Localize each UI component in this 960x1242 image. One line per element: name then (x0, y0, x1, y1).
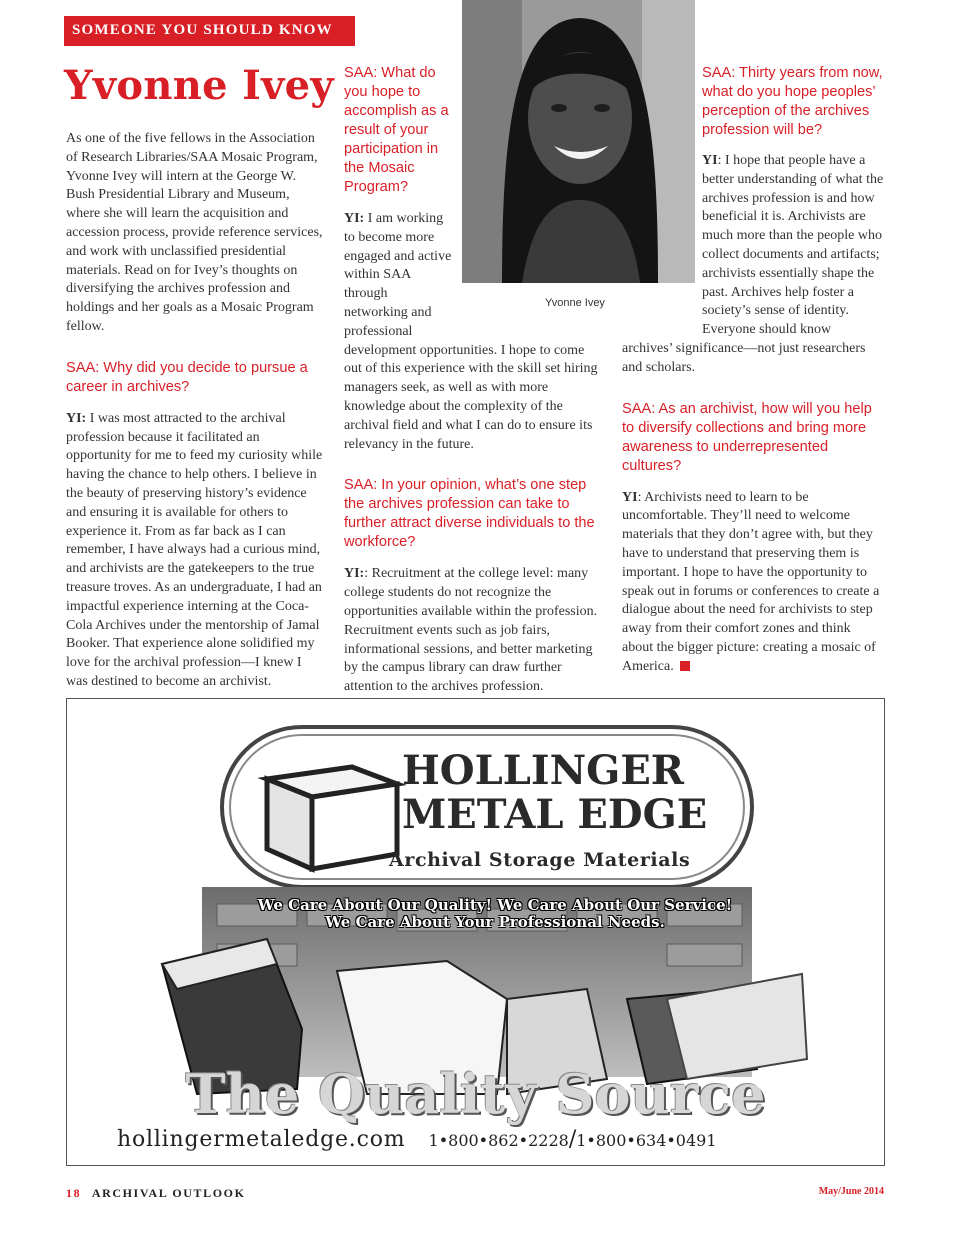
ad-phone-2: 1•800•634•0491 (576, 1131, 717, 1150)
answer-prefix: YI: (344, 566, 365, 582)
hollinger-advertisement[interactable] (66, 698, 885, 1166)
column-3-upper (702, 64, 884, 140)
answer-text: I was most attracted to the archival profession because it facilitated an opportunity for me to feed my curiosity while having the chance to help others. I believe in the beauty of preserving history’s evidence and ensuring it is available for others to experience it. From as far back as I can remember, I have always had a curious mind, and archivists are the gatekeepers to the true treasure troves. As an undergraduate, I had an impactful experience interning at the Coca-Cola Archives under the mentorship of Jamal Booker. That experience alone solidified my love for the archival profession—I knew I was destined to become an archivist. (66, 410, 323, 689)
photo-caption: Yvonne Ivey (545, 297, 605, 309)
ad-headline: The Quality Source (185, 1062, 766, 1126)
end-of-article-mark (680, 661, 690, 671)
column-3 (622, 152, 884, 677)
answer-text: : Archivists need to learn to be uncomfortable. They’ll need to welcome materials that they don’t agree with, but they have to understand that preserving them is important. I hope to have the opportunity to speak out in forums or conferences to create a dialogue about the need for archivists to step away from their comfort zones and think about the bigger picture: creating a mosaic of America. (622, 489, 880, 674)
answer-1 (66, 410, 326, 692)
slogan-line-2: We Care About Your Professional Needs. (325, 913, 665, 931)
photo-wrap-spacer (622, 152, 702, 336)
answer-text: : I hope that people have a better understanding of what the archives profession is and how beneficial it is. Archivists are much more than the people who collect documents and artifacts; archivists essentially shape the past. Archives help foster a society’s sense of identity. Everyone should know archives’ significance—not just researchers and scholars. (622, 153, 884, 375)
brand-line-1: HOLLINGER (402, 747, 685, 794)
article-title: Yvonne Ivey (64, 62, 334, 109)
answer-prefix: YI: (66, 410, 87, 426)
answer-5 (622, 489, 884, 677)
question-1: SAA: Why did you decide to pursue a career in archives? (66, 359, 308, 395)
issue-date: May/June 2014 (818, 1186, 884, 1197)
question-4: SAA: Thirty years from now, what do you hope peoples’ perception of the archives profession will be? (702, 65, 883, 138)
ad-contact (117, 1127, 717, 1152)
section-label: SOMEONE YOU SHOULD KNOW (72, 22, 333, 38)
answer-text: : Recruitment at the college level: many college students do not recognize the opportunities available within the profession. Recruitment events such as job fairs, informational sessions, and better marketing by the campus library can draw further attention to the archives profession. (344, 566, 598, 695)
ad-phone-1: 1•800•862•2228 (428, 1131, 569, 1150)
ad-slogan (235, 897, 755, 931)
answer-text: I am working to become more engaged and active within SAA through networking and professional development opportunities. I hope to come out of this experience with the skill set hiring managers seek, as well as with more knowledge about the complexity of the archival field and what I can do to ensure its relevancy in the future. (344, 211, 598, 452)
brand-name (402, 749, 707, 837)
ad-phone-separator: / (568, 1127, 577, 1152)
section-banner (64, 16, 355, 46)
intro-paragraph: As one of the five fellows in the Association of Research Libraries/SAA Mosaic Program, Yvonne Ivey will intern at the George W. Bush Presidential Library and Museum, where she will learn the acquisition and accession process, provide reference services, and work with unclassified presidential materials. Read on for Ivey’s thoughts on diversifying the archives profession and holdings and her goals as a Mosaic Program fellow. (66, 131, 323, 334)
page-footer-left (66, 1186, 246, 1201)
brand-tagline: Archival Storage Materials (389, 849, 691, 871)
slogan-line-1: We Care About Our Quality! We Care About Our Service! (257, 896, 733, 914)
publication-name: ARCHIVAL OUTLOOK (91, 1186, 246, 1200)
answer-prefix: YI (622, 489, 638, 505)
answer-4 (622, 152, 884, 378)
answer-prefix: YI: (344, 211, 365, 226)
brand-line-2: METAL EDGE (402, 791, 708, 838)
answer-prefix: YI (702, 153, 718, 168)
column-1 (66, 130, 326, 692)
question-2: SAA: What do you hope to accomplish as a result of your participation in the Mosaic Program? (344, 65, 449, 195)
question-3: SAA: In your opinion, what’s one step the archives profession can take to further attract diverse individuals to the workforce? (344, 477, 595, 551)
ad-website-link[interactable]: hollingermetaledge.com (117, 1127, 406, 1152)
answer-3 (344, 565, 604, 697)
question-5: SAA: As an archivist, how will you help to diversify collections and bring more awareness to underrepresented cultures? (622, 400, 872, 474)
page-number: 18 (66, 1186, 82, 1200)
